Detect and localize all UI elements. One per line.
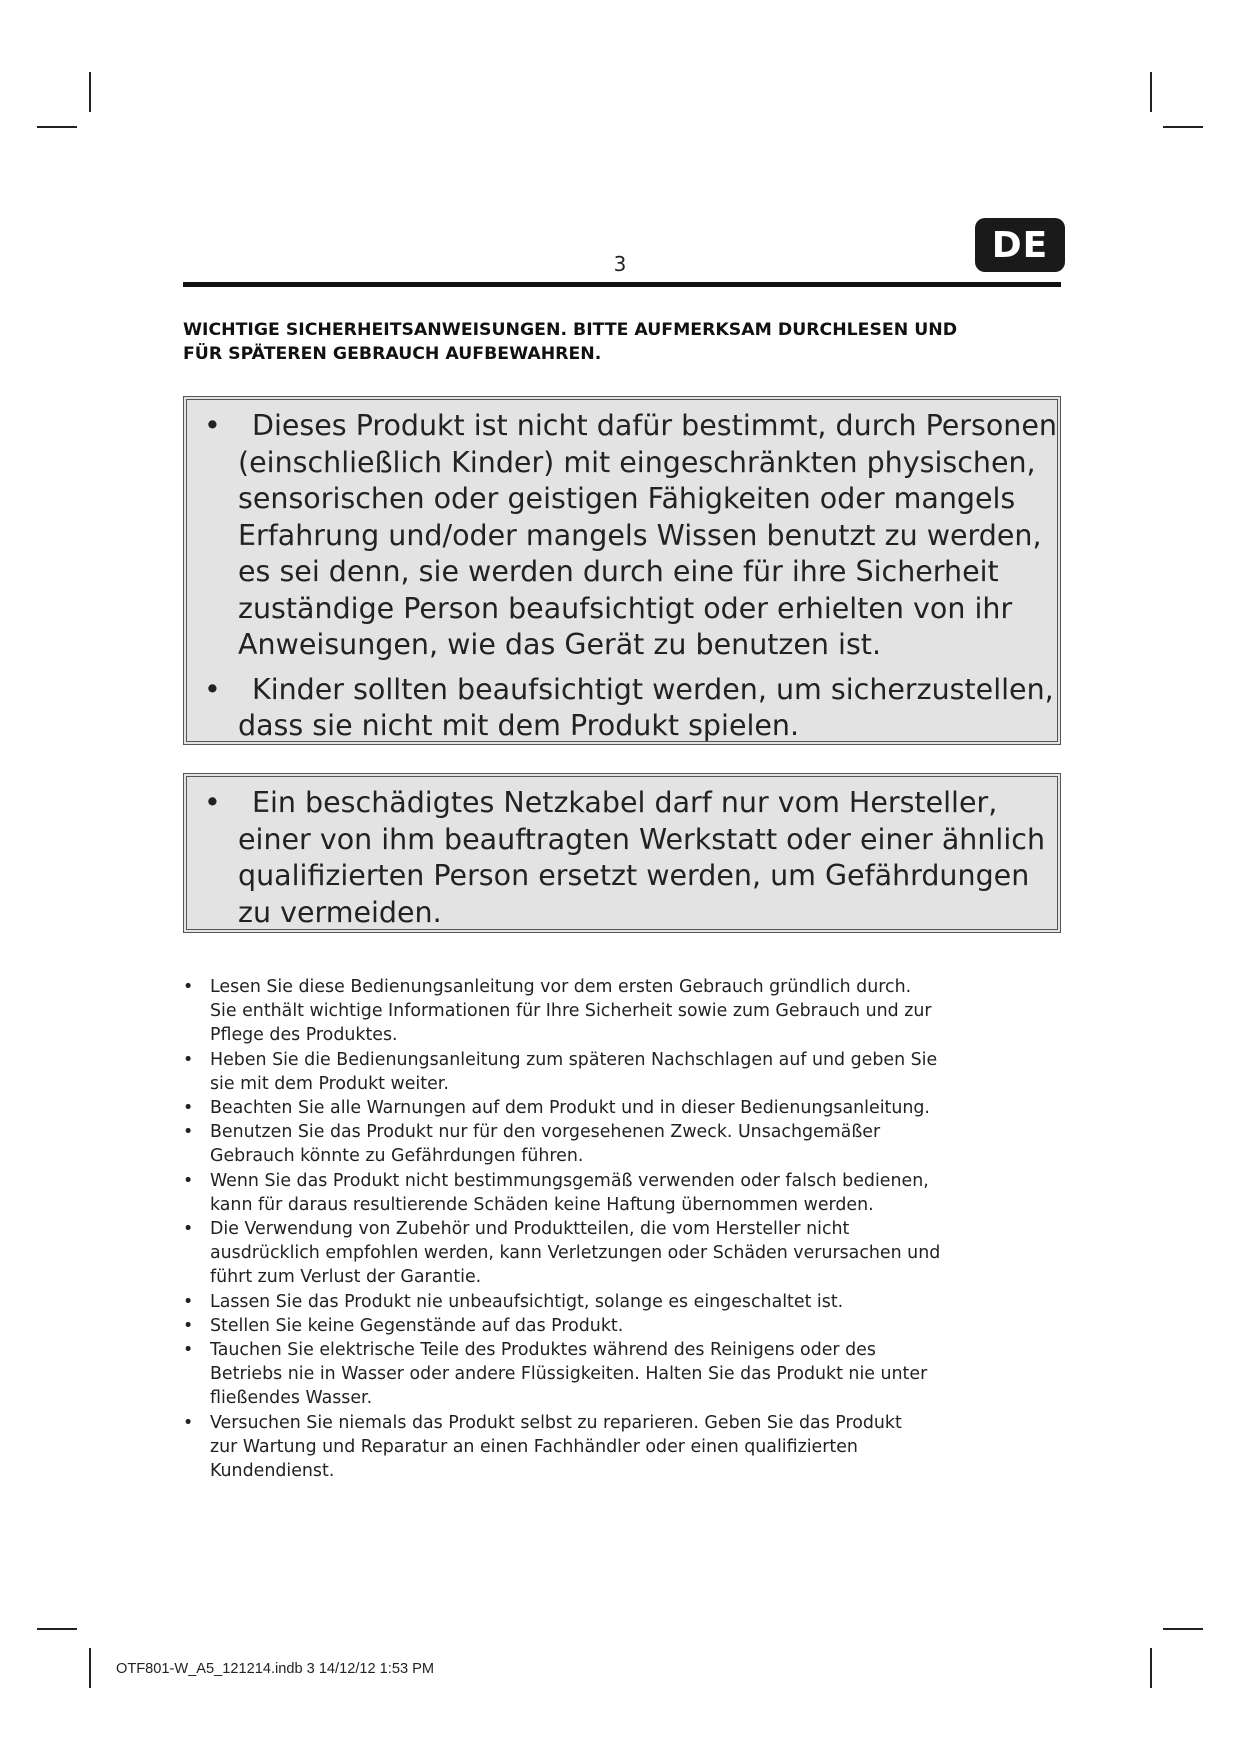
list-item-line: Benutzen Sie das Produkt nur für den vorgesehenen Zweck. Unsachgemäßer (210, 1122, 881, 1143)
warning-line: zuständige Person beaufsichtigt oder erhielten von ihr (238, 591, 1013, 625)
list-item (183, 1338, 1063, 1411)
list-item-line: Die Verwendung von Zubehör und Produktteilen, die vom Hersteller nicht (210, 1219, 850, 1240)
list-item-line: Beachten Sie alle Warnungen auf dem Produkt und in dieser Bedienungsanleitung. (210, 1098, 930, 1119)
safety-heading (183, 318, 1063, 366)
list-item-line: Lesen Sie diese Bedienungsanleitung vor dem ersten Gebrauch gründlich durch. (210, 977, 912, 997)
crop-mark-top-left-horizontal (37, 126, 77, 128)
warning-item (204, 785, 1045, 931)
list-item (183, 1290, 1063, 1314)
list-item-line: Versuchen Sie niemals das Produkt selbst zu reparieren. Geben Sie das Produkt (210, 1412, 902, 1433)
list-item (183, 975, 1063, 1048)
list-item-line: kann für daraus resultierende Schäden keine Haftung übernommen werden. (210, 1194, 874, 1215)
crop-mark-bottom-right-horizontal (1163, 1628, 1203, 1630)
crop-mark-top-left-vertical (89, 72, 91, 112)
list-item-line: Gebrauch könnte zu Gefährdungen führen. (210, 1146, 584, 1167)
list-item-line: Betriebs nie in Wasser oder andere Flüssigkeiten. Halten Sie das Produkt nie unter (210, 1364, 928, 1385)
list-item-line: Lassen Sie das Produkt nie unbeaufsichtigt, solange es eingeschaltet ist. (210, 1291, 844, 1312)
list-item (183, 1411, 1063, 1484)
list-item-line: Heben Sie die Bedienungsanleitung zum späteren Nachschlagen auf und geben Sie (210, 1049, 938, 1070)
language-badge: DE (975, 218, 1065, 272)
crop-mark-top-right-vertical (1150, 72, 1152, 112)
warning-line: Kinder sollten beaufsichtigt werden, um sicherzustellen, (252, 672, 1054, 706)
warning-line: dass sie nicht mit dem Produkt spielen. (238, 709, 800, 742)
bullet-icon: • (183, 1170, 194, 1191)
list-item (183, 1314, 1063, 1338)
crop-mark-bottom-left-vertical (89, 1648, 91, 1688)
warning-line: (einschließlich Kinder) mit eingeschränkten physischen, (238, 445, 1036, 479)
warning-line: Dieses Produkt ist nicht dafür bestimmt, durch Personen (252, 409, 1057, 442)
warning-line: qualifizierten Person ersetzt werden, um Gefährdungen (238, 859, 1030, 892)
list-item-line: fließendes Wasser. (210, 1388, 373, 1409)
warning-item (204, 672, 1054, 745)
list-item-line: Tauchen Sie elektrische Teile des Produktes während des Reinigens oder des (210, 1340, 876, 1361)
crop-mark-bottom-right-vertical (1150, 1648, 1152, 1688)
warning-line: einer von ihm beauftragten Werkstatt oder einer ähnlich (238, 822, 1046, 856)
list-item (183, 1048, 1063, 1096)
warning-line: es sei denn, sie werden durch eine für ihre Sicherheit (238, 555, 999, 588)
bullet-icon: • (183, 977, 194, 997)
crop-mark-top-right-horizontal (1163, 126, 1203, 128)
warning-line: sensorischen oder geistigen Fähigkeiten oder mangels (238, 482, 1016, 515)
warning-line: Ein beschädigtes Netzkabel darf nur vom Hersteller, (252, 786, 998, 819)
list-item-line: führt zum Verlust der Garantie. (210, 1267, 482, 1288)
list-item-line: Wenn Sie das Produkt nicht bestimmungsgemäß verwenden oder falsch bedienen, (210, 1170, 929, 1191)
instruction-list (183, 975, 1063, 1483)
warning-line: zu vermeiden. (238, 895, 442, 929)
list-item-line: zur Wartung und Reparatur an einen Fachhändler oder einen qualifizierten (210, 1436, 858, 1457)
bullet-icon: • (183, 1340, 194, 1361)
warning-box-2 (183, 773, 1061, 933)
list-item-line: sie mit dem Produkt weiter. (210, 1073, 449, 1094)
bullet-icon: • (183, 1219, 194, 1240)
list-item-line: Sie enthält wichtige Informationen für Ihre Sicherheit sowie zum Gebrauch und zur (210, 1001, 932, 1022)
bullet-icon: • (183, 1098, 194, 1119)
bullet-icon: • (204, 409, 221, 442)
list-item-line: Stellen Sie keine Gegenstände auf das Produkt. (210, 1315, 624, 1336)
bullet-icon: • (183, 1315, 194, 1336)
warning-line: Erfahrung und/oder mangels Wissen benutzt zu werden, (238, 518, 1042, 552)
print-footer: OTF801-W_A5_121214.indb 3 14/12/12 1:53 PM (116, 1661, 435, 1677)
header-rule (183, 282, 1061, 287)
bullet-icon: • (183, 1122, 194, 1143)
list-item (183, 1096, 1063, 1120)
bullet-icon: • (183, 1412, 194, 1433)
warning-box-1 (183, 396, 1061, 745)
warning-item (204, 408, 1057, 664)
bullet-icon: • (204, 786, 221, 819)
bullet-icon: • (204, 672, 221, 706)
list-item-line: Kundendienst. (210, 1461, 335, 1482)
page-number: 3 (613, 252, 627, 276)
crop-mark-bottom-left-horizontal (37, 1628, 77, 1630)
list-item-line: Pflege des Produktes. (210, 1025, 398, 1046)
warning-line: Anweisungen, wie das Gerät zu benutzen ist. (238, 628, 882, 661)
bullet-icon: • (183, 1049, 194, 1070)
list-item (183, 1169, 1063, 1217)
bullet-icon: • (183, 1291, 194, 1312)
heading-line: WICHTIGE SICHERHEITSANWEISUNGEN. BITTE AUFMERKSAM DURCHLESEN UND (183, 320, 958, 340)
heading-line: FÜR SPÄTEREN GEBRAUCH AUFBEWAHREN. (183, 344, 602, 364)
list-item-line: ausdrücklich empfohlen werden, kann Verletzungen oder Schäden verursachen und (210, 1243, 941, 1264)
list-item (183, 1217, 1063, 1290)
list-item (183, 1120, 1063, 1168)
